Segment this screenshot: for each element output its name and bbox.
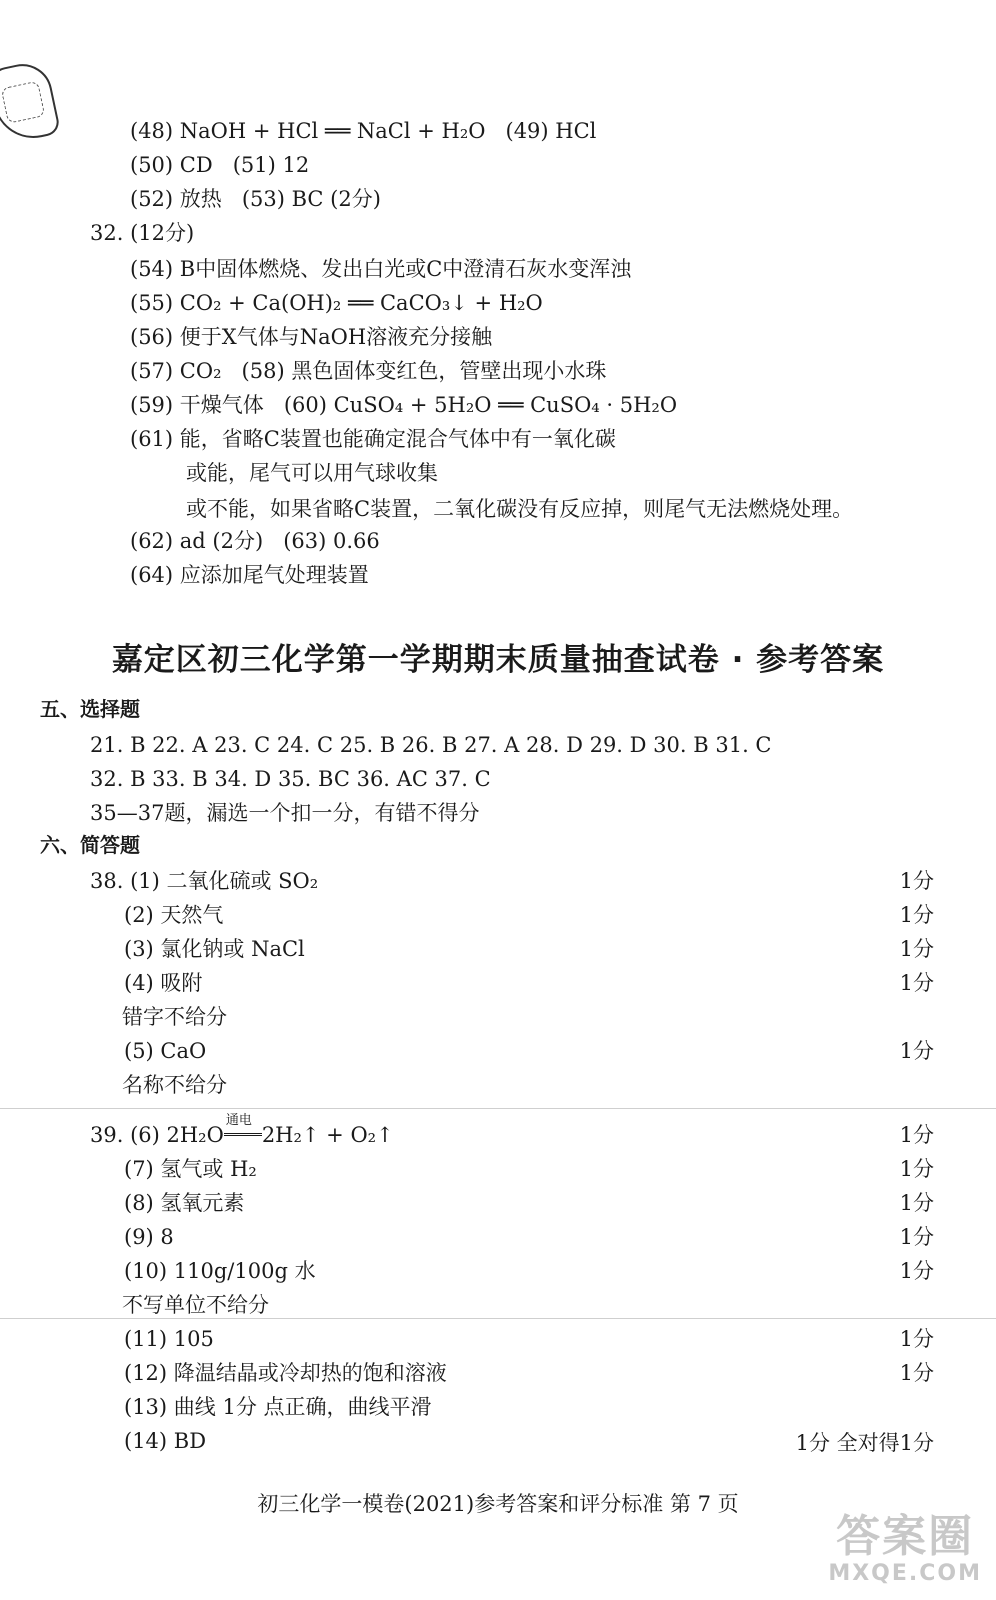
q39-item: (11) 105 xyxy=(124,1327,214,1351)
answer-50-51 xyxy=(130,150,309,180)
section-title: 嘉定区初三化学第一学期期末质量抽查试卷 · 参考答案 xyxy=(111,642,885,678)
answer-64: (64) 应添加尾气处理装置 xyxy=(130,563,369,587)
q38-score: 1分 xyxy=(899,1039,934,1063)
answer-62-63 xyxy=(130,526,380,556)
answer-58: (58) 黑色固体变红色，管壁出现小水珠 xyxy=(241,359,607,383)
q38-item: (4) 吸附 xyxy=(124,971,203,995)
answer-57-58 xyxy=(130,356,606,386)
q38-score: 1分 xyxy=(899,903,934,927)
scan-divider xyxy=(0,1108,996,1109)
answer-61-alt-1: 或能，尾气可以用气球收集 xyxy=(186,461,438,485)
choice-answers-row-2: 32. B 33. B 34. D 35. BC 36. AC 37. C xyxy=(90,767,491,791)
q39-score: 1分 全对得1分 xyxy=(795,1431,934,1455)
watermark-url: MXQE.COM xyxy=(828,1560,982,1586)
q39-item: (12) 降温结晶或冷却热的饱和溶液 xyxy=(124,1361,447,1385)
q39-score: 1分 xyxy=(899,1123,934,1147)
q39-item: (14) BD xyxy=(124,1429,207,1453)
q39-score: 1分 xyxy=(899,1191,934,1215)
answer-55: (55) CO₂ + Ca(OH)₂ ══ CaCO₃↓ + H₂O xyxy=(130,291,543,315)
answer-61-alt-2: 或不能，如果省略C装置，二氧化碳没有反应掉，则尾气无法燃烧处理。 xyxy=(186,497,854,521)
q38-note: 错字不给分 xyxy=(122,1005,227,1029)
q38-item: 38. (1) 二氧化硫或 SO₂ xyxy=(90,869,319,893)
section-six-heading: 六、简答题 xyxy=(40,833,140,857)
q38-score: 1分 xyxy=(899,869,934,893)
answer-48-49 xyxy=(130,116,596,146)
q39-reactant: 39. (6) 2H₂O xyxy=(90,1123,224,1147)
answer-56: (56) 便于X气体与NaOH溶液充分接触 xyxy=(130,325,493,349)
choice-scoring-note: 35—37题，漏选一个扣一分，有错不得分 xyxy=(90,801,480,825)
scan-divider xyxy=(0,1318,996,1319)
answer-61: (61) 能，省略C装置也能确定混合气体中有一氧化碳 xyxy=(130,427,616,451)
reaction-condition: 通电 xyxy=(225,1113,252,1128)
answer-63: (63) 0.66 xyxy=(283,529,380,553)
watermark-text: 答案圈 xyxy=(836,1511,975,1563)
answer-59-60 xyxy=(130,390,677,420)
q38-score: 1分 xyxy=(899,937,934,961)
watermark-logo xyxy=(828,1513,982,1586)
q39-note: 不写单位不给分 xyxy=(122,1293,269,1317)
q39-item: (13) 曲线 1分 点正确，曲线平滑 xyxy=(124,1395,432,1419)
question-32-header: 32. (12分) xyxy=(90,221,195,245)
q39-item: (9) 8 xyxy=(124,1225,174,1249)
q39-score: 1分 xyxy=(899,1157,934,1181)
answer-53: (53) BC (2分) xyxy=(241,187,381,211)
answer-51: (51) 12 xyxy=(232,153,310,177)
answer-54: (54) B中固体燃烧、发出白光或C中澄清石灰水变浑浊 xyxy=(130,257,632,281)
answer-48: (48) NaOH + HCl ══ NaCl + H₂O xyxy=(130,119,486,143)
q39-score: 1分 xyxy=(899,1259,934,1283)
q39-item: (8) 氢氧元素 xyxy=(124,1191,245,1215)
page-footer: 初三化学一模卷(2021)参考答案和评分标准 第 7 页 xyxy=(257,1492,739,1516)
answer-49: (49) HCl xyxy=(505,119,597,143)
seal-stamp xyxy=(0,59,61,146)
q39-score: 1分 xyxy=(899,1225,934,1249)
q39-products: 2H₂↑ + O₂↑ xyxy=(261,1123,394,1147)
q38-score: 1分 xyxy=(899,971,934,995)
answer-52: (52) 放热 xyxy=(130,187,222,211)
q38-item: (5) CaO xyxy=(124,1039,207,1063)
answer-57: (57) CO₂ xyxy=(130,359,222,383)
choice-answers-row-1: 21. B 22. A 23. C 24. C 25. B 26. B 27. A 28. D 29. D 30. B 31. C xyxy=(90,733,772,757)
q39-item: (7) 氢气或 H₂ xyxy=(124,1157,257,1181)
q38-item: (2) 天然气 xyxy=(124,903,224,927)
q39-score: 1分 xyxy=(899,1361,934,1385)
answer-50: (50) CD xyxy=(130,153,213,177)
q38-item: (3) 氯化钠或 NaCl xyxy=(124,937,305,961)
answer-52-53 xyxy=(130,184,381,214)
q39-score: 1分 xyxy=(899,1327,934,1351)
answer-60: (60) CuSO₄ + 5H₂O ══ CuSO₄ · 5H₂O xyxy=(283,393,678,417)
answer-59: (59) 干燥气体 xyxy=(130,393,264,417)
answer-62: (62) ad (2分) xyxy=(130,529,264,553)
q38-note: 名称不给分 xyxy=(122,1073,227,1097)
section-five-heading: 五、选择题 xyxy=(40,697,140,721)
q39-item: (10) 110g/100g 水 xyxy=(124,1259,316,1283)
q39-equation xyxy=(90,1113,394,1150)
